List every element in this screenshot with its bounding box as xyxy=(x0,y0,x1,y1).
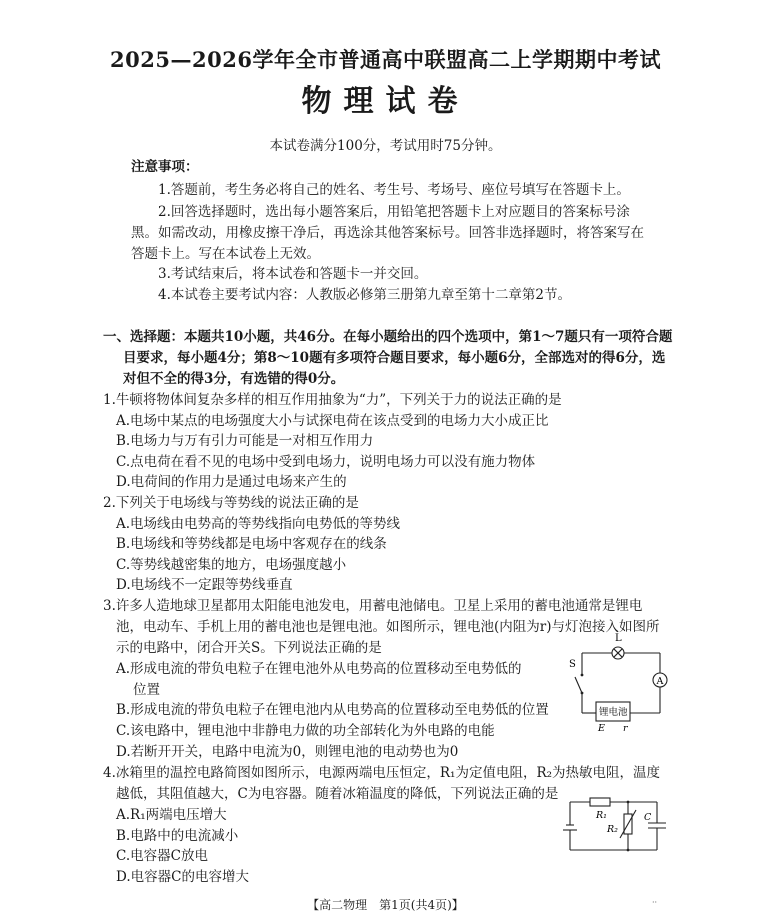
q1-option-a: A.电场中某点的电场强度大小与试探电荷在该点受到的电场力大小成正比 xyxy=(116,413,549,429)
section1-line-3: 对但不全的得3分，有选错的得0分。 xyxy=(123,371,345,387)
notice-line-5: 3.考试结束后，将本试卷和答题卡一并交回。 xyxy=(158,266,428,282)
q4-r2-label: R₂ xyxy=(607,824,618,835)
q3-stem-line-3: 示的电路中，闭合开关S。下列说法正确的是 xyxy=(116,640,382,656)
q3-stem-line-2: 池，电动车、手机上用的蓄电池也是锂电池。如图所示，锂电池(内阻为r)与灯泡接入如图所 xyxy=(116,619,660,635)
exam-subtitle: 物理试卷 xyxy=(301,84,470,119)
q3-option-c: C.该电路中，锂电池中非静电力做的功全部转化为外电路的电能 xyxy=(116,723,495,739)
q1-option-d: D.电荷间的作用力是通过电场来产生的 xyxy=(116,474,347,490)
q4-option-b: B.电路中的电流减小 xyxy=(116,828,239,844)
q1-option-c: C.点电荷在看不见的电场中受到电场力，说明电场力可以没有施力物体 xyxy=(116,454,536,470)
q4-option-d: D.电容器C的电容增大 xyxy=(116,869,249,885)
q3-option-b: B.形成电流的带负电粒子在锂电池内从电势高的位置移动至电势低的位置 xyxy=(116,702,549,718)
exam-info: 本试卷满分100分，考试用时75分钟。 xyxy=(269,138,502,154)
notice-line-1: 1.答题前，考生务必将自己的姓名、考生号、考场号、座位号填写在答题卡上。 xyxy=(158,182,630,198)
q3-ammeter-label: A xyxy=(656,676,664,687)
q3-option-a-cont: 位置 xyxy=(133,682,160,698)
q2-stem: 2.下列关于电场线与等势线的说法正确的是 xyxy=(103,495,359,511)
section1-line-1: 一、选择题：本题共10小题，共46分。在每小题给出的四个选项中，第1～7题只有一项符合题 xyxy=(103,329,673,345)
notice-heading: 注意事项： xyxy=(131,159,199,175)
q4-option-c: C.电容器C放电 xyxy=(116,848,208,864)
section1-line-2: 目要求，每小题4分；第8～10题有多项符合题目要求，每小题6分，全部选对的得6分，选 xyxy=(123,350,666,366)
page-footer: 【高二物理 第1页(共4页)】 xyxy=(307,898,464,912)
q2-option-c: C.等势线越密集的地方，电场强度越小 xyxy=(116,557,347,573)
notice-line-4: 答题卡上。写在本试卷上无效。 xyxy=(131,246,320,262)
q3-switch-label: S xyxy=(569,659,576,670)
q2-option-a: A.电场线由电势高的等势线指向电势低的等势线 xyxy=(116,516,401,532)
q3-option-a: A.形成电流的带负电粒子在锂电池外从电势高的位置移动至电势低的 xyxy=(116,661,522,677)
footer-mark: ·· xyxy=(652,898,658,907)
q3-battery-label: 锂电池 xyxy=(599,707,628,718)
q4-c-label: C xyxy=(644,812,652,823)
q1-stem: 1.牛顿将物体间复杂多样的相互作用抽象为“力”，下列关于力的说法正确的是 xyxy=(103,392,562,408)
exam-title: 2025—2026学年全市普通高中联盟高二上学期期中考试 xyxy=(110,47,661,72)
q3-option-d: D.若断开开关，电路中电流为0，则锂电池的电动势也为0 xyxy=(116,744,459,760)
notice-line-2: 2.回答选择题时，选出每小题答案后，用铅笔把答题卡上对应题目的答案标号涂 xyxy=(158,204,630,220)
q3-emf-label: E xyxy=(598,723,605,733)
q3-stem-line-1: 3.许多人造地球卫星都用太阳能电池发电，用蓄电池储电。卫星上采用的蓄电池通常是锂电 xyxy=(103,598,643,614)
q3-lamp-label: L xyxy=(615,633,622,644)
notice-line-6: 4.本试卷主要考试内容：人教版必修第三册第九章至第十二章第2节。 xyxy=(158,287,571,303)
q4-stem-line-2: 越低，其阻值越大，C为电容器。随着冰箱温度的降低，下列说法正确的是 xyxy=(116,786,559,802)
q3-circuit-diagram xyxy=(568,633,678,733)
q2-option-b: B.电场线和等势线都是电场中客观存在的线条 xyxy=(116,536,387,552)
q3-r-label: r xyxy=(623,723,628,733)
q4-stem-line-1: 4.冰箱里的温控电路简图如图所示，电源两端电压恒定，R₁为定值电阻，R₂为热敏电阻，温度 xyxy=(103,765,661,781)
notice-line-3: 黑。如需改动，用橡皮擦干净后，再选涂其他答案标号。回答非选择题时，将答案写在 xyxy=(131,225,644,241)
q4-r1-label: R₁ xyxy=(596,810,607,821)
q4-option-a: A.R₁两端电压增大 xyxy=(116,807,227,823)
q4-circuit-diagram xyxy=(560,790,672,860)
q1-option-b: B.电场力与万有引力可能是一对相互作用力 xyxy=(116,433,374,449)
q2-option-d: D.电场线不一定跟等势线垂直 xyxy=(116,577,293,593)
